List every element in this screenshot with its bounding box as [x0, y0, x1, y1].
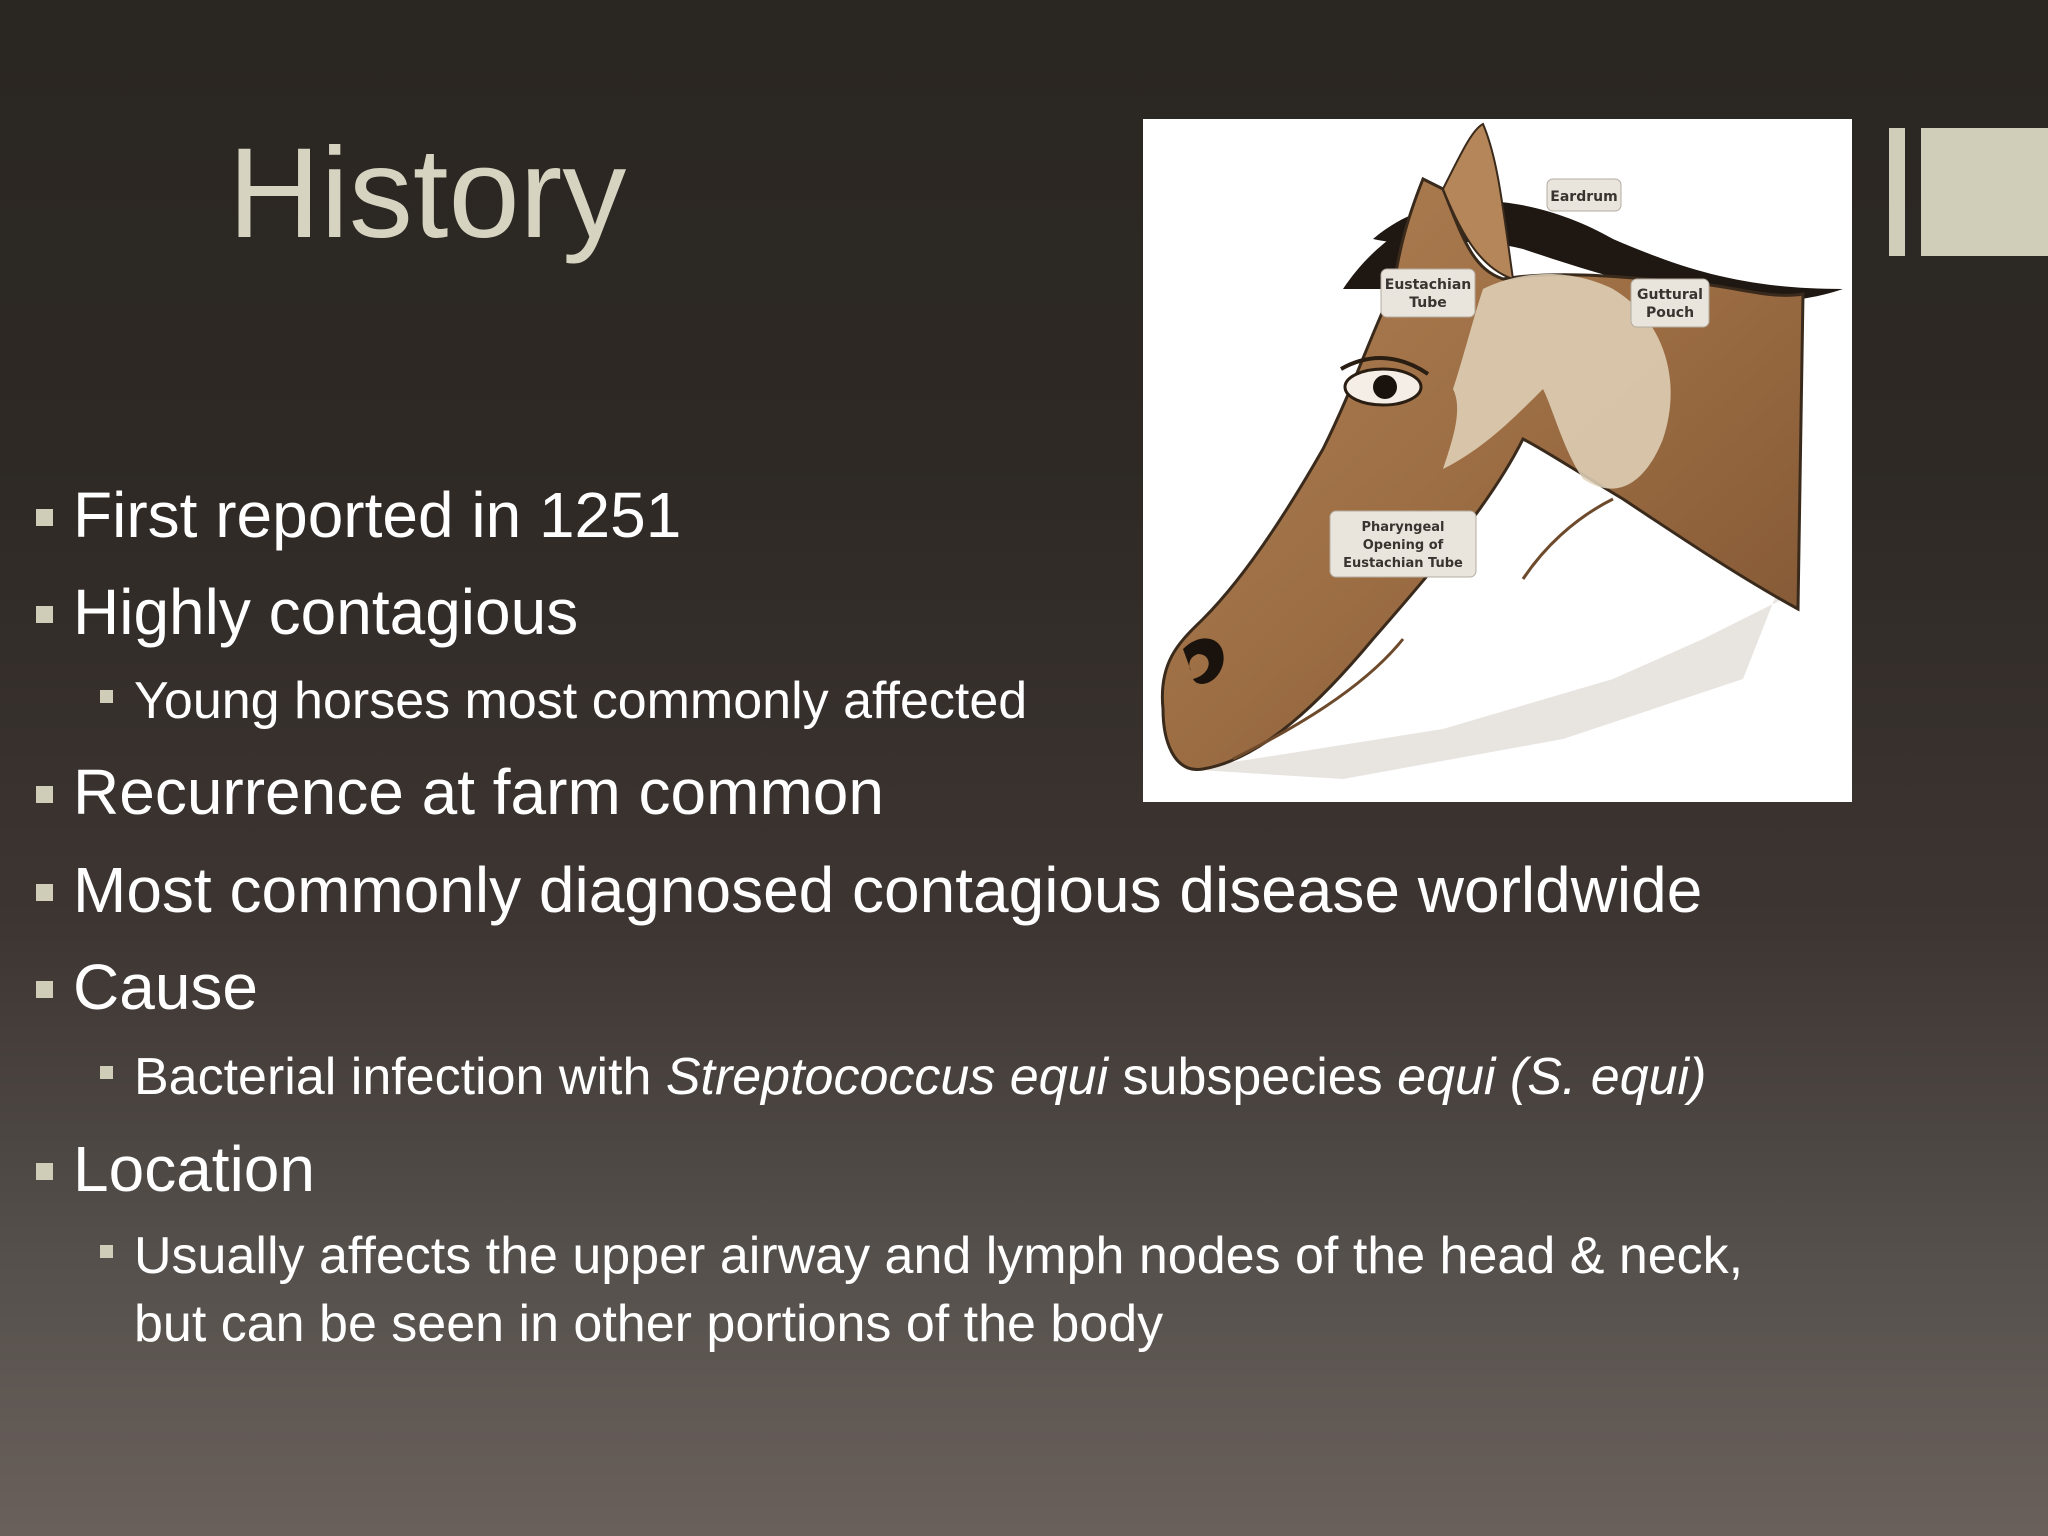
svg-text:Guttural: Guttural	[1637, 287, 1703, 303]
bullet-cause: Cause	[73, 955, 258, 1019]
bullet-highly-contagious: Highly contagious	[73, 580, 578, 644]
svg-text:Eustachian: Eustachian	[1384, 277, 1472, 293]
sub-bullet-marker	[100, 690, 113, 703]
bullet-location: Location	[73, 1137, 315, 1201]
slide-title: History	[228, 122, 627, 265]
label-eustachian-tube	[1381, 269, 1475, 317]
bullet-recurrence: Recurrence at farm common	[73, 760, 884, 824]
svg-text:Eardrum: Eardrum	[1550, 189, 1618, 205]
sub-bullet-marker	[100, 1066, 113, 1079]
bullet-most-commonly-diagnosed: Most commonly diagnosed contagious disease worldwide	[73, 858, 1702, 922]
svg-text:Pharyngeal: Pharyngeal	[1361, 520, 1445, 535]
sub-bullet-bacterial-infection: Bacterial infection with Streptococcus equi subspecies equi (S. equi)	[134, 1043, 1706, 1112]
sub-bullet-marker	[100, 1245, 113, 1258]
sub-bullet-usually-affects: Usually affects the upper airway and lymph nodes of the head & neck,	[134, 1222, 1743, 1291]
bullet-marker	[36, 1163, 53, 1180]
bullet-marker	[36, 606, 53, 623]
svg-text:Pouch: Pouch	[1645, 305, 1695, 321]
svg-text:Tube: Tube	[1409, 295, 1447, 311]
bullet-marker	[36, 884, 53, 901]
bullet-marker	[36, 786, 53, 803]
bullet-marker	[36, 509, 53, 526]
bullet-marker	[36, 981, 53, 998]
bullet-first-reported: First reported in 1251	[73, 483, 681, 547]
sub-bullet-usually-affects-continued: but can be seen in other portions of the body	[134, 1295, 1164, 1353]
svg-text:Opening of: Opening of	[1362, 538, 1444, 553]
sub-bullet-young-horses: Young horses most commonly affected	[134, 667, 1027, 736]
label-eardrum	[1547, 179, 1621, 211]
corner-accent-block	[1921, 128, 2048, 256]
label-pharyngeal-opening	[1330, 511, 1476, 577]
corner-accent-bar	[1889, 128, 1905, 256]
svg-text:Eustachian Tube: Eustachian Tube	[1343, 556, 1463, 571]
label-guttural-pouch	[1631, 279, 1709, 327]
horse-head-diagram	[1143, 119, 1852, 802]
